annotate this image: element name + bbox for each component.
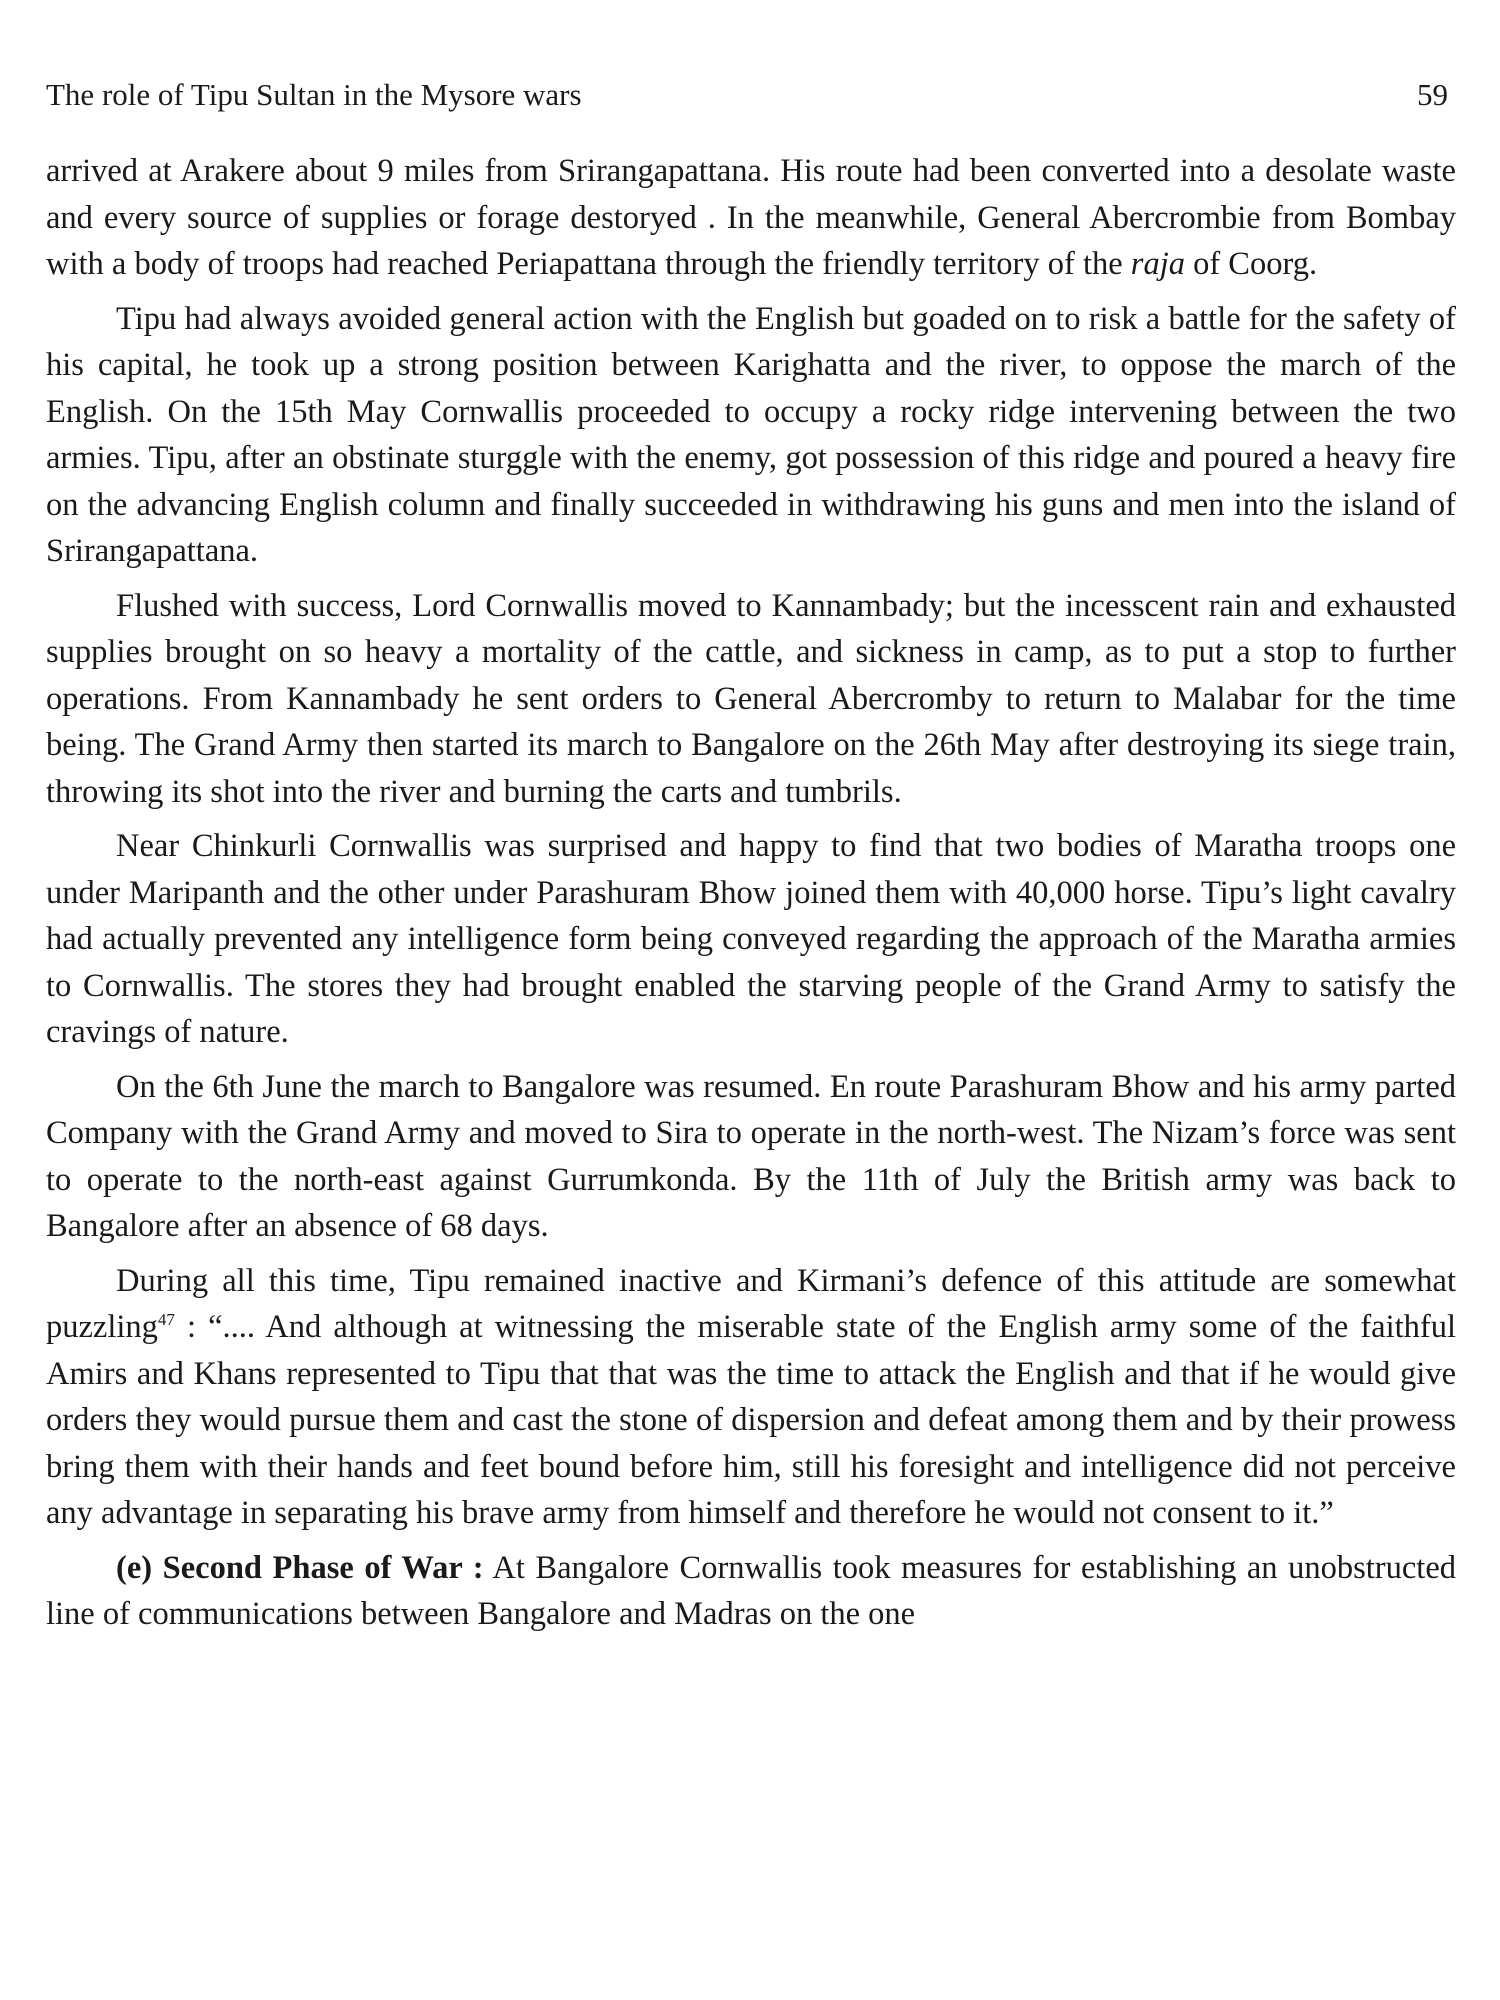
section-heading: (e) Second Phase of War : [116,1549,484,1586]
page-number: 59 [1417,77,1448,112]
paragraph-7-text: At Bangalore Cornwallis took measures for establishing an unobstructed line of communications between Bangalore and Madras on the one [46,1549,1457,1632]
paragraph-6-text-b: : “.... And although at witnessing the miserable state of the English army some of the faithful Amirs and Khans represented to Tipu that that was the time to attack the English and that if he would give orders they would pursue them and cast the stone of dispersion and defeat among them and by their prowess bring them with their hands and feet bound before him, still his foresight and intelligence did not perceive any advantage in separating his brave army from himself and therefore he would not consent to it.” [46,1309,1456,1531]
running-title: The role of Tipu Sultan in the Mysore wars [46,77,582,112]
paragraph-1 [46,148,1456,288]
paragraph-2: Tipu had always avoided general action with the English but goaded on to risk a battle for the safety of his capital, he took up a strong position between Karighatta and the river, to oppose the march of the English. On the 15th May Cornwallis proceeded to occupy a rocky ridge intervening between the two armies. Tipu, after an obstinate sturggle with the enemy, got possession of this ridge and poured a heavy fire on the advancing English column and finally succeeded in withdrawing his guns and men into the island of Srirangapattana. [46,300,1456,569]
paragraph-6-text-a: During all this time, Tipu remained inactive and Kirmani’s defence of this attitude are somewhat puzzling [46,1262,1456,1345]
paragraph-3: Flushed with success, Lord Cornwallis moved to Kannambady; but the incesscent rain and exhausted supplies brought on so heavy a mortality of the cattle, and sickness in camp, as to put a stop to further operations. From Kannambady he sent orders to General Abercromby to return to Malabar for the time being. The Grand Army then started its march to Bangalore on the 26th May after destroying its siege train, throwing its shot into the river and burning the carts and tumbrils. [46,587,1456,810]
body-text [46,148,1456,1638]
paragraph-7 [46,1545,1456,1638]
book-page [46,70,1456,1638]
paragraph-6 [46,1258,1456,1537]
paragraph-1-text-a: arrived at Arakere about 9 miles from Srirangapattana. His route had been converted into a desolate waste and every source of supplies or forage destoryed . In the meanwhile, General Abercrombie from Bombay with a body of troops had reached Periapattana through the friendly territory of the [46,153,1456,282]
paragraph-1-italic-raja: raja [1130,246,1185,282]
running-head [46,70,1456,148]
paragraph-4: Near Chinkurli Cornwallis was surprised and happy to find that two bodies of Maratha troops one under Maripanth and the other under Parashuram Bhow joined them with 40,000 horse. Tipu’s light cavalry had actually prevented any intelligence form being conveyed regarding the approach of the Maratha armies to Cornwallis. The stores they had brought enabled the starving people of the Grand Army to satisfy the cravings of nature. [46,828,1456,1050]
paragraph-5: On the 6th June the march to Bangalore was resumed. En route Parashuram Bhow and his army parted Company with the Grand Army and moved to Sira to operate in the north-west. The Nizam’s force was sent to operate to the north-east against Gurrumkonda. By the 11th of July the British army was back to Bangalore after an absence of 68 days. [46,1068,1456,1244]
footnote-marker: 47 [157,1310,175,1330]
paragraph-1-text-b: of Coorg. [1184,246,1318,282]
